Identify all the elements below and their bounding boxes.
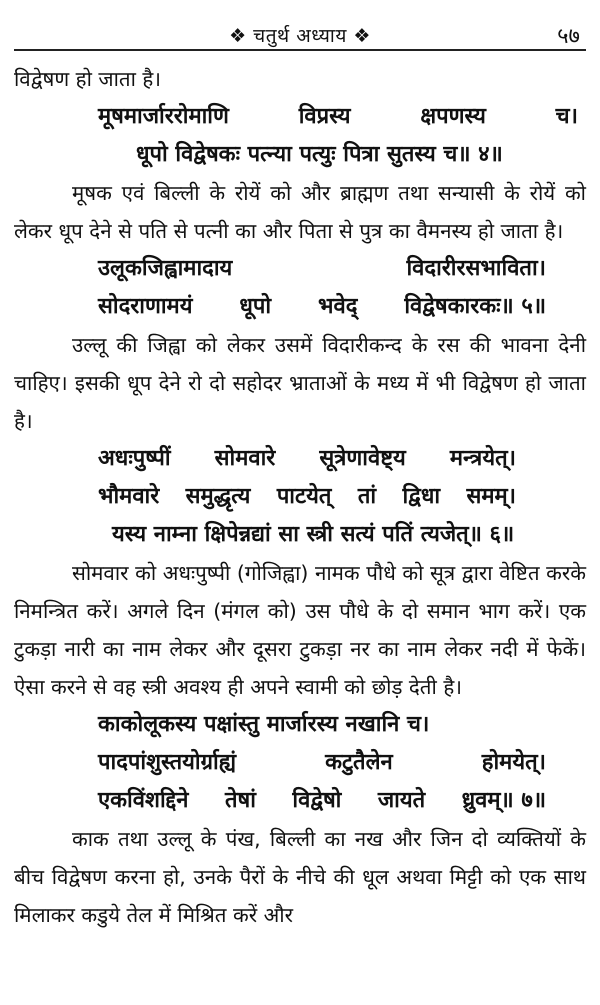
verse-word: उलूकजिह्वामादाय [98, 256, 233, 281]
translation-paragraph-6: सोमवार को अधःपुष्पी (गोजिह्वा) नामक पौधे को सूत्र द्वारा वेष्टित करके निमन्त्रित करें। अगले दिन (मंगल को) उस पौधे के दो समान भाग करें। एक टुकड़ा नारी का नाम लेकर और दूसरा टुकड़ा नर का नाम लेकर नदी में फेकें। ऐसा करने से वह स्त्री अवश्य ही अपने स्वामी को छोड़ देती है। [14, 561, 586, 699]
page-number: ५७ [557, 24, 580, 49]
verse-line-text: धूपो विद्वेषकः पत्न्या पत्युः पित्रा सुतस्य च॥ ४॥ [136, 142, 503, 167]
page-body [14, 48, 586, 934]
verse-4-line-2 [98, 136, 578, 174]
verse-word: समुद्धृत्य [185, 484, 251, 509]
paragraph-continuation: विद्वेषण हो जाता है। [14, 67, 162, 91]
verse-5-line-2 [98, 288, 546, 326]
running-title: ❖ चतुर्थ अध्याय ❖ [229, 25, 371, 47]
verse-word: ध्रुवम्॥ ७॥ [461, 788, 546, 813]
verse-6-line-3 [98, 516, 516, 554]
page-header [14, 0, 586, 48]
verse-word: जायते [377, 788, 426, 813]
verse-word: सोमवारे [214, 446, 276, 471]
verse-word: मन्त्रयेत्। [449, 446, 516, 471]
verse-5-line-1 [98, 250, 546, 288]
verse-word: विद्वेषो [292, 788, 342, 813]
verse-7-line-2 [98, 744, 546, 782]
verse-word: पाटयेत् [276, 484, 332, 509]
verse-word: भौमवारे [98, 484, 160, 509]
verse-word: समम्। [466, 484, 516, 509]
verse-word: द्विधा [402, 484, 441, 509]
verse-word: मूषमार्जाररोमाणि [98, 104, 229, 129]
verse-word: विप्रस्य [298, 104, 351, 129]
verse-word: क्षपणस्य [420, 104, 486, 129]
verse-6 [14, 440, 586, 554]
verse-word: होमयेत्। [481, 750, 546, 775]
verse-6-line-2 [98, 478, 516, 516]
translation-paragraph-5: उल्लू की जिह्वा को लेकर उसमें विदारीकन्द के रस की भावना देनी चाहिए। इसकी धूप देने रो दो सहोदर भ्राताओं के मध्य में भी विद्वेषण हो जाता है। [14, 333, 586, 433]
verse-word: तां [357, 484, 377, 509]
verse-word: विदारीरसभाविता। [406, 256, 546, 281]
verse-5 [14, 250, 586, 326]
verse-word: कटुतैलेन [325, 750, 393, 775]
verse-7-line-3 [98, 782, 546, 820]
verse-word: धूपो [239, 294, 272, 319]
verse-6-line-1 [98, 440, 516, 478]
verse-7-line-1 [98, 706, 546, 744]
verse-4-line-1 [98, 98, 578, 136]
header-rule [14, 49, 586, 51]
verse-word: सूत्रेणावेष्ट्य [319, 446, 406, 471]
verse-word: सोदराणामयं [98, 294, 193, 319]
verse-word: विद्वेषकारकः॥ ५॥ [404, 294, 546, 319]
verse-line-text: काकोलूकस्य पक्षांस्तु मार्जारस्य नखानि च। [98, 712, 430, 737]
verse-7 [14, 706, 586, 820]
verse-word: एकविंशद्दिने [98, 788, 189, 813]
verse-word: पादपांशुस्तयोर्ग्राह्यं [98, 750, 237, 775]
verse-word: तेषां [224, 788, 256, 813]
verse-word: भवेद् [318, 294, 358, 319]
verse-4 [14, 98, 586, 174]
translation-paragraph-4: मूषक एवं बिल्ली के रोयें को और ब्राह्मण तथा सन्यासी के रोयें को लेकर धूप देने से पति से पत्नी का और पिता से पुत्र का वैमनस्य हो जाता है। [14, 181, 586, 243]
verse-line-text: यस्य नाम्ना क्षिपेन्नद्यां सा स्त्री सत्यं पतिं त्यजेत्॥ ६॥ [112, 522, 515, 547]
verse-word: च। [555, 104, 578, 129]
verse-word: अधःपुष्पीं [98, 446, 171, 471]
translation-paragraph-7: काक तथा उल्लू के पंख, बिल्ली का नख और जिन दो व्यक्तियों के बीच विद्वेषण करना हो, उनके पैरों के नीचे की धूल अथवा मिट्टी को एक साथ मिलाकर कडुये तेल में मिश्रित करें और [14, 827, 586, 927]
